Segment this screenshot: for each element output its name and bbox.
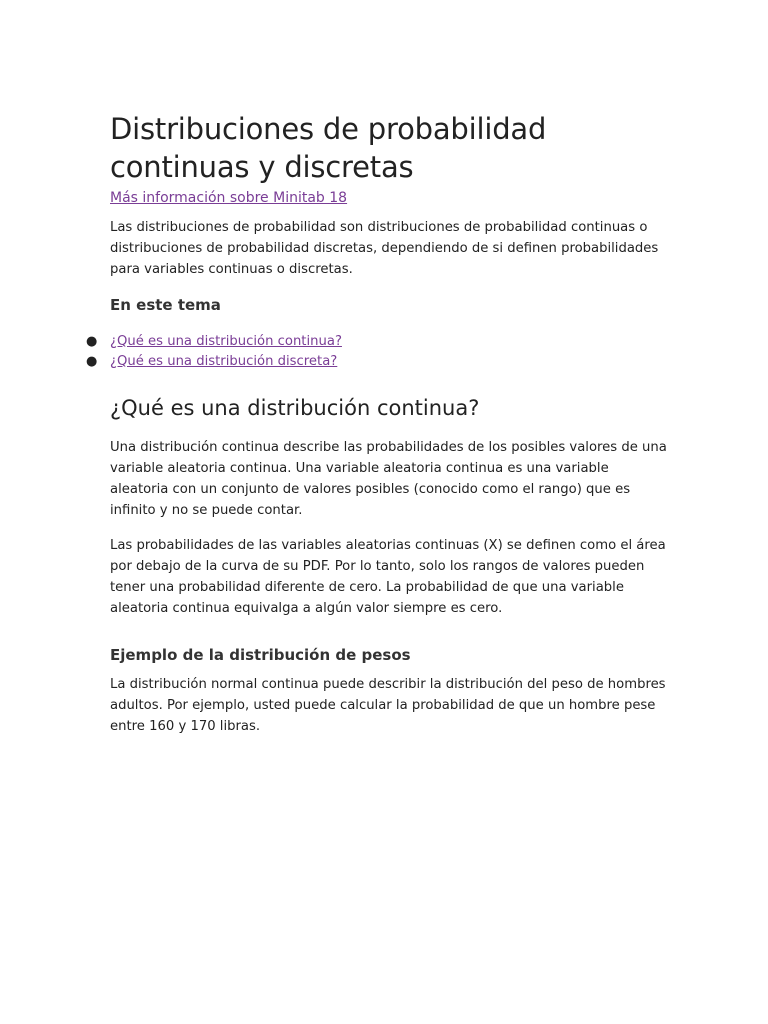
- example-heading: Ejemplo de la distribución de pesos: [110, 646, 411, 664]
- toc-list: [86, 332, 670, 372]
- intro-paragraph: Las distribuciones de probabilidad son distribuciones de probabilidad continuas o distribuciones de probabilidad discretas, dependiendo de si definen probabilidades para variables continuas o discretas.: [110, 220, 659, 277]
- title-line-1: Distribuciones de probabilidad: [110, 112, 547, 146]
- page-title: [110, 110, 670, 186]
- section-title: ¿Qué es una distribución continua?: [110, 396, 480, 420]
- section-paragraph-2: Las probabilidades de las variables aleatorias continuas (X) se definen como el área por debajo de la curva de su PDF. Por lo tanto, solo los rangos de valores pueden tener una probabilidad diferente de cero. La probabilidad de que una variable aleatoria continua equivalga a algún valor siempre es cero.: [110, 538, 666, 616]
- toc-link-continuous[interactable]: ¿Qué es una distribución continua?: [110, 334, 342, 349]
- document-page: [86, 110, 670, 737]
- example-paragraph: La distribución normal continua puede describir la distribución del peso de hombres adultos. Por ejemplo, usted puede calcular la probabilidad de que un hombre pese entre 160 y 170 libras.: [110, 677, 666, 734]
- more-info-link[interactable]: Más información sobre Minitab 18: [110, 190, 348, 206]
- title-line-2: continuas y discretas: [110, 150, 414, 184]
- list-item: [86, 352, 670, 372]
- bullet-icon: ●: [86, 334, 98, 349]
- bullet-icon: ●: [86, 354, 98, 369]
- toc-heading: En este tema: [110, 296, 221, 314]
- section-paragraph-1: Una distribución continua describe las probabilidades de los posibles valores de una variable aleatoria continua. Una variable aleatoria continua es una variable aleatoria con un conjunto de valores posibles (conocido como el rango) que es infinito y no se puede contar.: [110, 440, 667, 518]
- list-item: [86, 332, 670, 352]
- toc-link-discrete[interactable]: ¿Qué es una distribución discreta?: [110, 354, 338, 369]
